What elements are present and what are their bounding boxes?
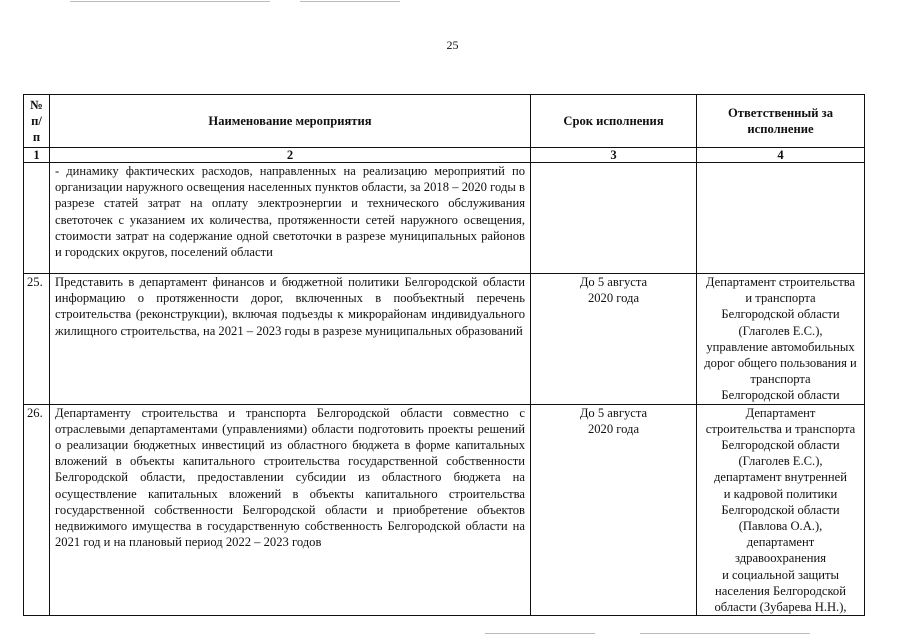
row-deadline: До 5 августа 2020 года [531, 274, 697, 405]
row-responsible: Департамент строительства и транспорта Белгородской области (Глаголев Е.С.), управление автомобильных дорог общего пользования и транспорта Белгородской области [697, 274, 865, 405]
header-responsible: Ответственный за исполнение [697, 95, 865, 148]
bottom-edge-line [485, 633, 595, 634]
row-deadline: До 5 августа 2020 года [531, 404, 697, 616]
header-deadline: Срок исполнения [531, 95, 697, 148]
column-number: 3 [531, 148, 697, 163]
row-responsible: Департамент строительства и транспорта Белгородской области (Глаголев Е.С.), департамент внутренней и кадровой политики Белгородской области (Павлова О.А.), департамент здравоохранения и социальной защиты населения Белгородской области (Зубарева Н.Н.), [697, 404, 865, 616]
row-number: 25. [24, 274, 50, 405]
row-action-name: Департаменту строительства и транспорта Белгородской области совместно с отраслевыми департаментами (управлениями) области подготовить проекты решений о реализации бюджетных инвестиций из областного бюджета в форме капитальных вложений в объекты капитального строительства государственной собственности Белгородской области, предоставлении субсидии из областного бюджета на осуществление капитальных вложений в объекты капитального строительства государственной собственности Белгородской области и приобретение объектов недвижимого имущества в государственную собственность Белгородской области на 2021 год и на плановый период 2022 – 2023 годов [50, 404, 531, 616]
row-deadline [531, 163, 697, 274]
row-responsible [697, 163, 865, 274]
row-number [24, 163, 50, 274]
table-row [24, 274, 865, 405]
row-action-name: - динамику фактических расходов, направленных на реализацию мероприятий по организации наружного освещения населенных пунктов области, за 2018 – 2020 годы в разрезе статей затрат на оплату электроэнергии и технического обслуживания светоточек с указанием их количества, протяженности сетей наружного освещения, стоимости затрат на содержание одной светоточки в разрезе муниципальных районов и городских округов, поселений области [50, 163, 531, 274]
table-row [24, 163, 865, 274]
header-num: № п/п [24, 95, 50, 148]
row-number: 26. [24, 404, 50, 616]
row-action-name: Представить в департамент финансов и бюджетной политики Белгородской области информацию о протяженности дорог, включенных в пообъектный перечень строительства (реконструкции), включая подъезды к микрорайонам индивидуального жилищного строительства, на 2021 – 2023 годы в разрезе муниципальных образований [50, 274, 531, 405]
page-number: 25 [446, 38, 459, 52]
header-name: Наименование мероприятия [50, 95, 531, 148]
table-row [24, 404, 865, 616]
column-number: 4 [697, 148, 865, 163]
top-edge-line [70, 1, 270, 2]
header-row [24, 95, 865, 148]
bottom-edge-line [640, 633, 810, 634]
top-edge-line [300, 1, 400, 2]
action-plan-table [23, 94, 865, 616]
column-number: 1 [24, 148, 50, 163]
column-number-row [24, 148, 865, 163]
column-number: 2 [50, 148, 531, 163]
